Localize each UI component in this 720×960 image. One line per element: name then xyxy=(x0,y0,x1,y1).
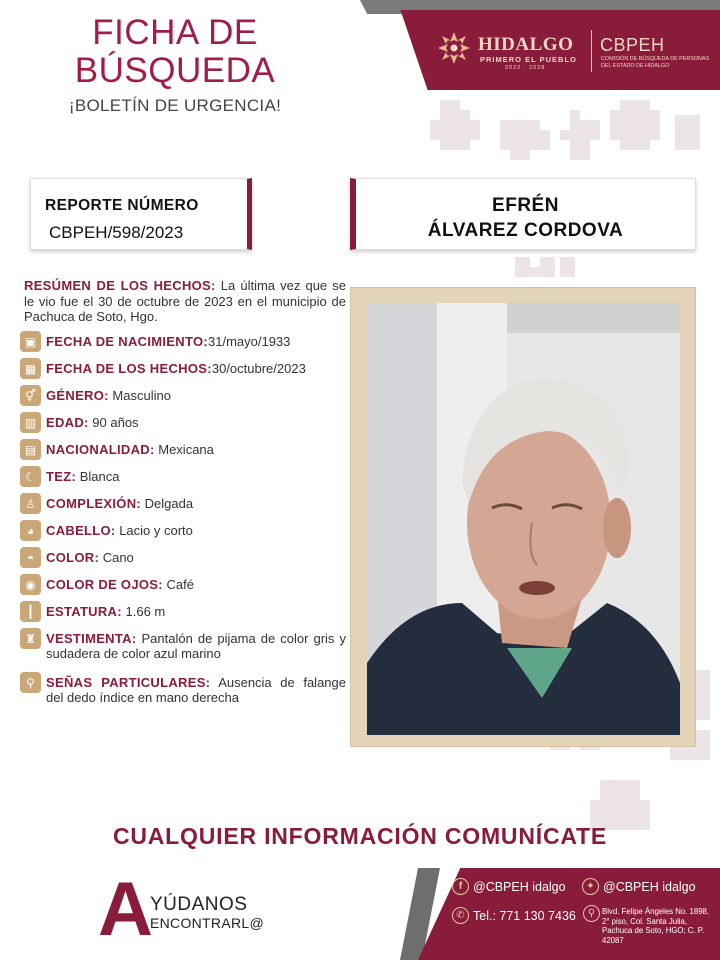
hair-icon: ◕ xyxy=(20,520,41,541)
cbpeh-logo-text: CBPEH xyxy=(600,35,665,55)
report-label: REPORTE NÚMERO xyxy=(45,197,199,214)
person-name-card xyxy=(350,178,696,250)
summary-label: RESÚMEN DE LOS HECHOS: xyxy=(24,278,216,293)
height-icon: ┃ xyxy=(20,601,41,622)
facebook-contact[interactable] xyxy=(452,878,566,895)
embroidery-pattern-top xyxy=(420,90,720,180)
ayudanos-line1: YÚDANOS xyxy=(150,894,248,915)
page-title-line1: FICHA DE xyxy=(92,13,258,52)
field-birth-date xyxy=(20,331,290,352)
field-age xyxy=(20,412,139,433)
field-value: 90 años xyxy=(92,415,139,430)
body-icon: ♙ xyxy=(20,493,41,514)
field-label: EDAD: xyxy=(46,415,89,430)
hidalgo-flower-logo-icon xyxy=(436,30,472,66)
missing-person-photo xyxy=(367,303,680,735)
call-to-action: CUALQUIER INFORMACIÓN COMUNÍCATE xyxy=(112,823,608,849)
embroidery-pattern-mid xyxy=(510,252,580,282)
title-block xyxy=(50,14,300,116)
location-pin xyxy=(583,905,604,922)
field-label: CABELLO: xyxy=(46,523,116,538)
field-value: Cano xyxy=(102,550,134,565)
person-last-names: ÁLVAREZ CORDOVA xyxy=(427,220,624,241)
ayudanos-line2: ENCONTRARL@ xyxy=(150,915,264,931)
field-hair xyxy=(20,520,193,541)
facebook-icon: f xyxy=(452,878,469,895)
field-distinguishing-marks xyxy=(20,672,346,705)
twitter-handle: @CBPEH idalgo xyxy=(603,879,696,894)
field-label: VESTIMENTA: xyxy=(46,631,137,646)
hair-color-icon: ◓ xyxy=(20,547,41,568)
field-label: TEZ: xyxy=(46,469,77,484)
magnifier-icon: ⚲ xyxy=(20,672,41,693)
photo-frame xyxy=(350,287,696,747)
field-label: COMPLEXIÓN: xyxy=(46,496,142,511)
field-label: NACIONALIDAD: xyxy=(46,442,155,457)
facebook-handle: @CBPEH idalgo xyxy=(473,879,566,894)
field-skin-tone xyxy=(20,466,119,487)
phone-contact[interactable] xyxy=(452,907,576,924)
field-value: Blanca xyxy=(79,469,120,484)
field-value: Mexicana xyxy=(158,442,214,457)
field-value: 1.66 m xyxy=(125,604,166,619)
age-chart-icon: ▥ xyxy=(20,412,41,433)
field-gender xyxy=(20,385,171,406)
field-value: Lacio y corto xyxy=(119,523,193,538)
location-pin-icon: ⚲ xyxy=(583,905,600,922)
id-card-icon: ▤ xyxy=(20,439,41,460)
field-label: GÉNERO: xyxy=(46,388,109,403)
field-label: ESTATURA: xyxy=(46,604,122,619)
face-profile-icon: ☾ xyxy=(20,466,41,487)
hidalgo-logo-text: HIDALGO xyxy=(478,34,574,55)
summary-text: La última vez que se le vio fue el 30 de octubre de 2023 en el municipio de Pachuca de Soto, Hgo. xyxy=(24,278,346,324)
field-nationality xyxy=(20,439,214,460)
hidalgo-years: 2022 · 2028 xyxy=(505,65,546,71)
person-first-name: EFRÉN xyxy=(492,195,559,216)
gender-icon: ⚥ xyxy=(20,385,41,406)
report-number: CBPEH/598/2023 xyxy=(49,223,184,242)
field-label: FECHA DE LOS HECHOS: xyxy=(46,361,212,376)
field-event-date xyxy=(20,358,306,379)
field-label: SEÑAS PARTICULARES: xyxy=(46,675,211,690)
field-clothing xyxy=(20,628,346,661)
field-value: 31/mayo/1933 xyxy=(208,334,291,349)
field-label: COLOR DE OJOS: xyxy=(46,577,163,592)
field-value: Ausencia de falange del dedo índice en mano derecha xyxy=(46,675,346,705)
field-hair-color xyxy=(20,547,134,568)
field-value: Delgada xyxy=(144,496,194,511)
field-build xyxy=(20,493,193,514)
cake-icon: ▣ xyxy=(20,331,41,352)
field-height xyxy=(20,601,165,622)
hidalgo-slogan: PRIMERO EL PUEBLO xyxy=(480,55,577,64)
field-value: Café xyxy=(166,577,194,592)
report-number-card xyxy=(30,178,252,250)
cbpeh-description: COMISIÓN DE BÚSQUEDA DE PERSONAS DEL ESTADO DE HIDALGO xyxy=(601,56,710,69)
field-label: COLOR: xyxy=(46,550,100,565)
field-label: FECHA DE NACIMIENTO: xyxy=(46,334,208,349)
page-title-line2: BÚSQUEDA xyxy=(74,51,276,90)
field-value: Pantalón de pijama de color gris y sudadera de color azul marino xyxy=(46,631,346,661)
summary-section xyxy=(24,278,346,325)
phone-number: Tel.: 771 130 7436 xyxy=(473,908,576,923)
field-value: 30/octubre/2023 xyxy=(211,361,306,376)
field-value: Masculino xyxy=(112,388,171,403)
logo-divider xyxy=(591,30,592,72)
field-eye-color xyxy=(20,574,194,595)
shirt-icon: ♜ xyxy=(20,628,41,649)
calendar-icon: ▦ xyxy=(20,358,41,379)
address-text: Blvd. Felipe Ángeles No. 1898, 2° piso, Col. Santa Julia, Pachuca de Soto, HGO; C. P. 42087 xyxy=(602,907,710,945)
ayudanos-logo-letter: A xyxy=(98,867,153,952)
twitter-icon: ✦ xyxy=(582,878,599,895)
eye-icon: ◉ xyxy=(20,574,41,595)
phone-icon: ✆ xyxy=(452,907,469,924)
page-subtitle: ¡BOLETÍN DE URGENCIA! xyxy=(68,96,282,115)
twitter-contact[interactable] xyxy=(582,878,696,895)
